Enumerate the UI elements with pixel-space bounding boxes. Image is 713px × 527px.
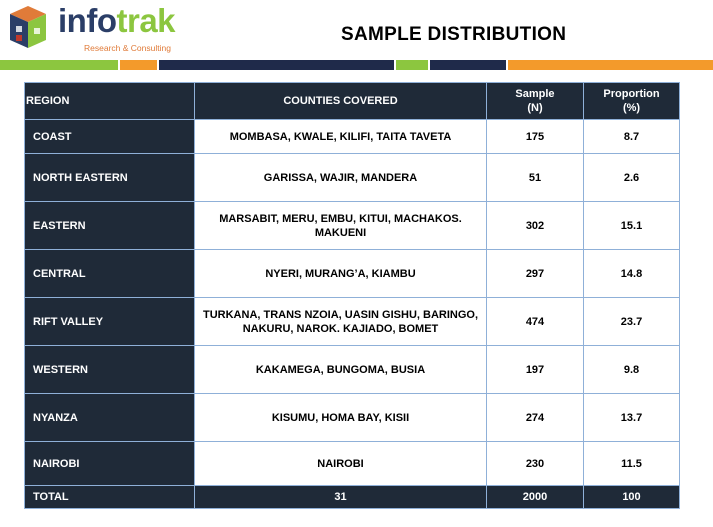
header-region: REGION — [25, 83, 195, 120]
counties-cell: NAIROBI — [195, 442, 487, 486]
total-counties-cell: 31 — [195, 486, 487, 509]
table-row — [25, 202, 680, 250]
region-cell: NORTH EASTERN — [25, 154, 195, 202]
proportion-cell: 23.7 — [584, 298, 680, 346]
table-header-row — [25, 83, 680, 120]
table-row — [25, 250, 680, 298]
total-sample-cell: 2000 — [487, 486, 584, 509]
counties-cell: KISUMU, HOMA BAY, KISII — [195, 394, 487, 442]
table-row — [25, 442, 680, 486]
stripe-segment-green — [0, 60, 118, 70]
stripe-segment-blue — [159, 60, 394, 70]
infotrak-logo — [4, 2, 174, 56]
header-counties: COUNTIES COVERED — [195, 83, 487, 120]
logo-tagline: Research & Consulting — [84, 43, 171, 53]
sample-distribution-table — [24, 82, 680, 509]
region-cell: COAST — [25, 120, 195, 154]
table-row — [25, 346, 680, 394]
region-cell: NAIROBI — [25, 442, 195, 486]
proportion-cell: 15.1 — [584, 202, 680, 250]
counties-cell: TURKANA, TRANS NZOIA, UASIN GISHU, BARINGO, NAKURU, NAROK. KAJIADO, BOMET — [195, 298, 487, 346]
stripe-segment-orange — [120, 60, 157, 70]
total-label-cell: TOTAL — [25, 486, 195, 509]
table-total-row — [25, 486, 680, 509]
logo-name-trak: trak — [116, 2, 176, 39]
region-cell: EASTERN — [25, 202, 195, 250]
sample-cell: 197 — [487, 346, 584, 394]
header-sample-line1: Sample — [515, 88, 555, 100]
sample-cell: 297 — [487, 250, 584, 298]
header-proportion — [584, 83, 680, 120]
sample-cell: 274 — [487, 394, 584, 442]
region-cell: CENTRAL — [25, 250, 195, 298]
page-title: SAMPLE DISTRIBUTION — [341, 24, 567, 45]
table-row — [25, 394, 680, 442]
proportion-cell: 2.6 — [584, 154, 680, 202]
header-proportion-line1: Proportion — [603, 88, 660, 100]
counties-cell: NYERI, MURANG’A, KIAMBU — [195, 250, 487, 298]
total-proportion-cell: 100 — [584, 486, 680, 509]
proportion-cell: 9.8 — [584, 346, 680, 394]
table-row — [25, 154, 680, 202]
logo-cube-icon — [4, 4, 52, 52]
sample-cell: 175 — [487, 120, 584, 154]
logo-wordmark — [58, 2, 175, 40]
proportion-cell: 13.7 — [584, 394, 680, 442]
sample-cell: 302 — [487, 202, 584, 250]
logo-name-info: info — [58, 2, 117, 39]
counties-cell: MARSABIT, MERU, EMBU, KITUI, MACHAKOS. MAKUENI — [195, 202, 487, 250]
sample-cell: 230 — [487, 442, 584, 486]
sample-cell: 474 — [487, 298, 584, 346]
counties-cell: MOMBASA, KWALE, KILIFI, TAITA TAVETA — [195, 120, 487, 154]
region-cell: RIFT VALLEY — [25, 298, 195, 346]
proportion-cell: 14.8 — [584, 250, 680, 298]
header-sample-line2: (N) — [527, 102, 543, 114]
stripe-segment-green — [396, 60, 428, 70]
stripe-segment-blue — [430, 60, 506, 70]
counties-cell: GARISSA, WAJIR, MANDERA — [195, 154, 487, 202]
table-row — [25, 298, 680, 346]
proportion-cell: 11.5 — [584, 442, 680, 486]
proportion-cell: 8.7 — [584, 120, 680, 154]
region-cell: WESTERN — [25, 346, 195, 394]
table-row — [25, 120, 680, 154]
header-proportion-line2: (%) — [622, 102, 641, 114]
header-sample — [487, 83, 584, 120]
counties-cell: KAKAMEGA, BUNGOMA, BUSIA — [195, 346, 487, 394]
region-cell: NYANZA — [25, 394, 195, 442]
sample-cell: 51 — [487, 154, 584, 202]
stripe-segment-orange — [508, 60, 713, 70]
